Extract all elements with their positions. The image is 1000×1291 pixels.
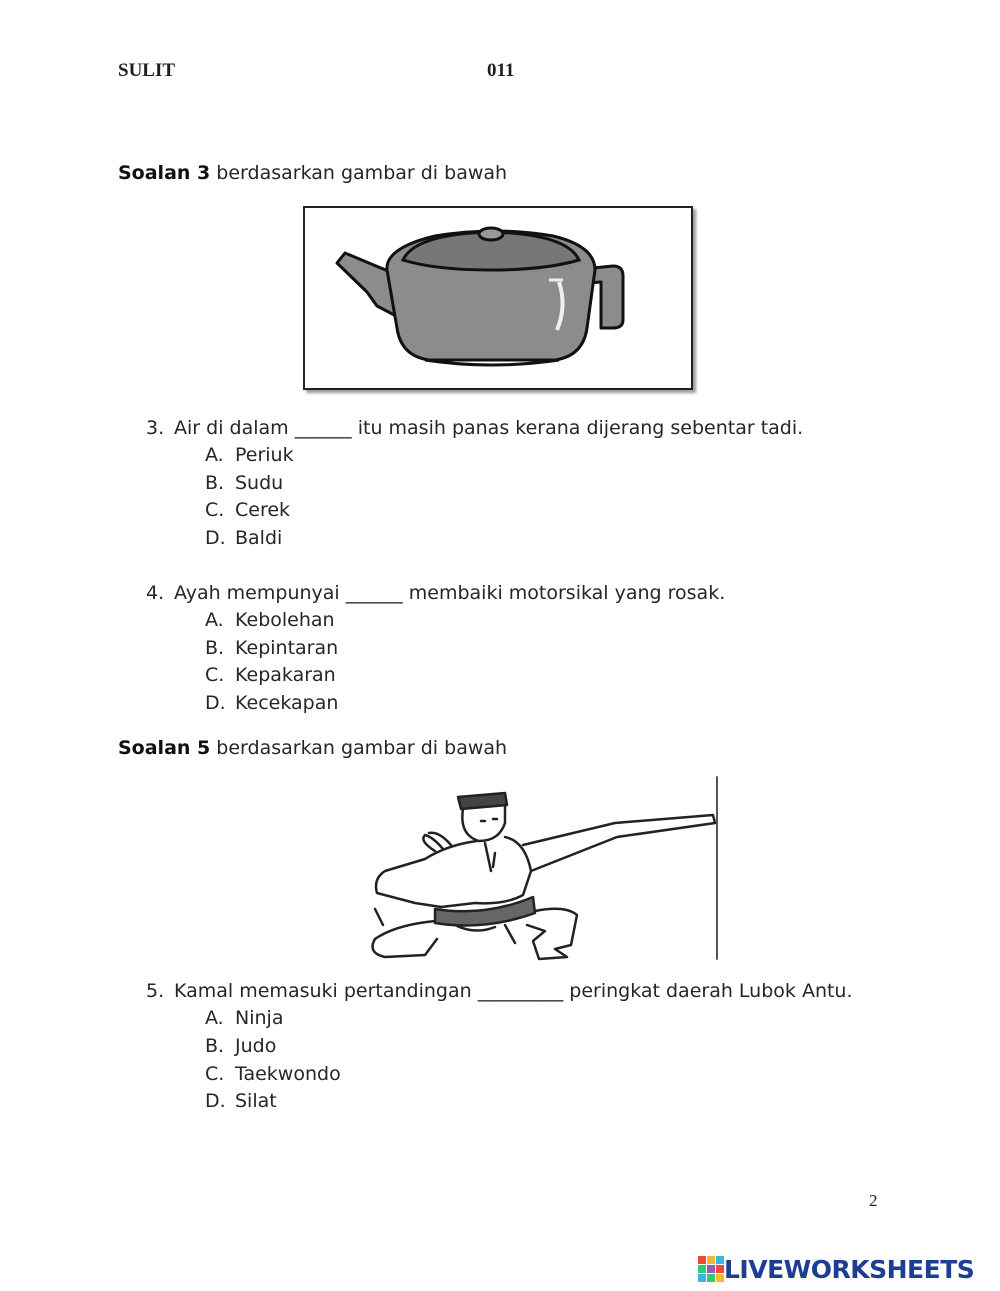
option-text: Sudu — [235, 472, 284, 494]
teapot-image — [303, 206, 693, 390]
q4-option-a[interactable] — [205, 609, 335, 631]
option-letter: A. — [205, 1007, 224, 1029]
q5-option-b[interactable] — [205, 1035, 276, 1057]
section5-intro — [118, 737, 507, 759]
header-sulit: SULIT — [118, 60, 176, 81]
option-text: Kepintaran — [235, 637, 339, 659]
option-letter: D. — [205, 692, 226, 714]
section3-bold: Soalan 3 — [118, 162, 211, 184]
section3-intro — [118, 162, 507, 184]
option-letter: A. — [205, 609, 224, 631]
brand-name: LIVEWORKSHEETS — [724, 1254, 975, 1284]
q3-option-c[interactable] — [205, 499, 290, 521]
q5-option-c[interactable] — [205, 1063, 341, 1085]
section3-rest: berdasarkan gambar di bawah — [210, 162, 508, 184]
option-text: Kecekapan — [235, 692, 339, 714]
q3-number: 3. — [146, 417, 165, 439]
option-text: Cerek — [235, 499, 291, 521]
q3-text — [146, 417, 803, 439]
q5-text — [146, 980, 853, 1002]
option-letter: B. — [205, 637, 225, 659]
q4-number: 4. — [146, 582, 165, 604]
section5-rest: berdasarkan gambar di bawah — [210, 737, 508, 759]
q3-option-a[interactable] — [205, 444, 294, 466]
option-text: Silat — [235, 1090, 277, 1112]
header-code: 011 — [487, 60, 515, 81]
q5-option-d[interactable] — [205, 1090, 277, 1112]
option-text: Judo — [235, 1035, 277, 1057]
option-text: Kepakaran — [235, 664, 336, 686]
section5-bold: Soalan 5 — [118, 737, 211, 759]
option-text: Periuk — [235, 444, 294, 466]
option-text: Ninja — [235, 1007, 284, 1029]
kettle-icon — [305, 208, 691, 388]
q5-option-a[interactable] — [205, 1007, 283, 1029]
q5-number: 5. — [146, 980, 165, 1002]
q4-text — [146, 582, 725, 604]
option-letter: B. — [205, 472, 225, 494]
option-letter: D. — [205, 527, 226, 549]
option-text: Taekwondo — [235, 1063, 341, 1085]
option-text: Baldi — [235, 527, 283, 549]
option-letter: A. — [205, 444, 224, 466]
silat-pose-image — [355, 775, 725, 965]
option-letter: C. — [205, 499, 225, 521]
q4-option-d[interactable] — [205, 692, 338, 714]
option-letter: C. — [205, 664, 225, 686]
option-letter: C. — [205, 1063, 225, 1085]
liveworksheets-logo[interactable] — [698, 1254, 974, 1284]
q4-option-b[interactable] — [205, 637, 338, 659]
q4-stem: Ayah mempunyai ______ membaiki motorsikal yang rosak. — [174, 582, 726, 604]
q3-option-d[interactable] — [205, 527, 282, 549]
option-letter: B. — [205, 1035, 225, 1057]
q4-option-c[interactable] — [205, 664, 336, 686]
option-text: Kebolehan — [235, 609, 335, 631]
q5-stem: Kamal memasuki pertandingan _________ peringkat daerah Lubok Antu. — [174, 980, 853, 1002]
q3-stem: Air di dalam ______ itu masih panas kerana dijerang sebentar tadi. — [174, 417, 804, 439]
q3-option-b[interactable] — [205, 472, 283, 494]
option-letter: D. — [205, 1090, 226, 1112]
liveworksheets-icon — [698, 1256, 724, 1282]
page-number: 2 — [869, 1191, 878, 1210]
